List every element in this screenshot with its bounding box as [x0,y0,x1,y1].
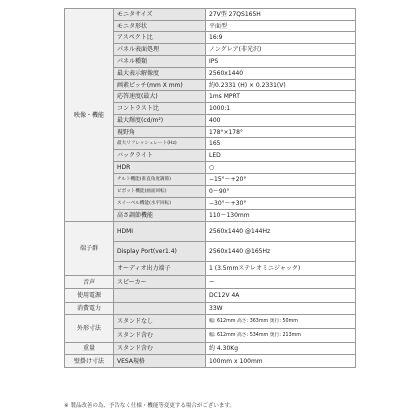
category-cell: 端子群 [65,222,114,276]
table-row [65,343,356,355]
category-cell: 壁掛け寸法 [65,355,114,368]
spec-item: 最大リフレッシュレート(Hz) [114,138,206,150]
spec-item: スタンド含む [114,329,206,343]
spec-value: 約 4.30Kg [206,343,356,355]
spec-value: 2560x1440 @165Hz [206,242,356,262]
spec-item: ピボット機能(画面回転) [114,186,206,198]
category-cell: 使用電源 [65,289,114,303]
category-cell: 消費電力 [65,303,114,315]
category-cell: 映像・機能 [65,9,114,222]
spec-value: 2560x1440 [206,68,356,80]
spec-item: Display Port(ver1.4) [114,242,206,262]
spec-value: 165 [206,138,356,150]
spec-item: HDR [114,162,206,174]
spec-item: モニタ形状 [114,21,206,32]
spec-item: 最大表示解像度 [114,68,206,80]
spec-value: ○ [206,162,356,174]
spec-value: 幅: 612mm 高さ: 363mm 奥行: 50mm [206,315,356,329]
table-row [65,9,356,21]
spec-item: 最大輝度(cd/m²) [114,115,206,127]
table-row [65,355,356,368]
spec-item: 画素ピッチ(mm X mm) [114,80,206,91]
spec-value: 1000:1 [206,103,356,115]
spec-value: −30°～+30° [206,198,356,210]
spec-item: スピーカー [114,276,206,289]
category-cell: 音声 [65,276,114,289]
table-row [65,222,356,242]
spec-value: 0～90° [206,186,356,198]
spec-item: チルト機能(垂直角度調節) [114,174,206,186]
spec-item: オーディオ出力端子 [114,262,206,276]
spec-value: 2560x1440 @144Hz [206,222,356,242]
spec-item [114,303,206,315]
spec-value: 幅: 612mm 高さ: 534mm 奥行: 213mm [206,329,356,343]
spec-item: スタンド含む [114,343,206,355]
spec-item: 高さ調節機能 [114,210,206,222]
spec-value: 1 (3.5mmステレオミニジャック) [206,262,356,276]
spec-item: 視野角 [114,127,206,138]
spec-value: 約0.2331 (H) × 0.2331(V) [206,80,356,91]
spec-item: スタンドなし [114,315,206,329]
table-row [65,303,356,315]
spec-value: 33W [206,303,356,315]
spec-item: VESA規格 [114,355,206,368]
spec-item: モニタサイズ [114,9,206,21]
spec-value: 27V型 27QS165H [206,9,356,21]
spec-value: ノングレア(非光沢) [206,44,356,56]
spec-value: LED [206,150,356,162]
spec-value: −15°～+20° [206,174,356,186]
spec-item [114,289,206,303]
spec-item: スイーベル機能(水平回転) [114,198,206,210]
table-row [65,315,356,329]
spec-value: IPS [206,56,356,68]
spec-item: コントラスト比 [114,103,206,115]
spec-item: HDMI [114,222,206,242]
spec-value: 平面型 [206,21,356,32]
spec-value: ー [206,276,356,289]
spec-value: 178°×178° [206,127,356,138]
spec-item: パネル表面処理 [114,44,206,56]
spec-item: バックライト [114,150,206,162]
table-row [65,276,356,289]
spec-value: 100mm x 100mm [206,355,356,368]
spec-table [64,8,356,368]
spec-value: 110～130mm [206,210,356,222]
table-row [65,289,356,303]
spec-value: 16:9 [206,32,356,44]
category-cell: 重量 [65,343,114,355]
spec-item: パネル種類 [114,56,206,68]
spec-item: 応答速度(最大) [114,91,206,103]
spec-value: 1ms MPRT [206,91,356,103]
footnote: ※ 製品改善の為、予告なく仕様・機能等変更する場合がございます。 [64,403,235,409]
spec-value: DC12V 4A [206,289,356,303]
spec-value: 400 [206,115,356,127]
category-cell: 外形寸法 [65,315,114,343]
spec-item: アスペクト比 [114,32,206,44]
